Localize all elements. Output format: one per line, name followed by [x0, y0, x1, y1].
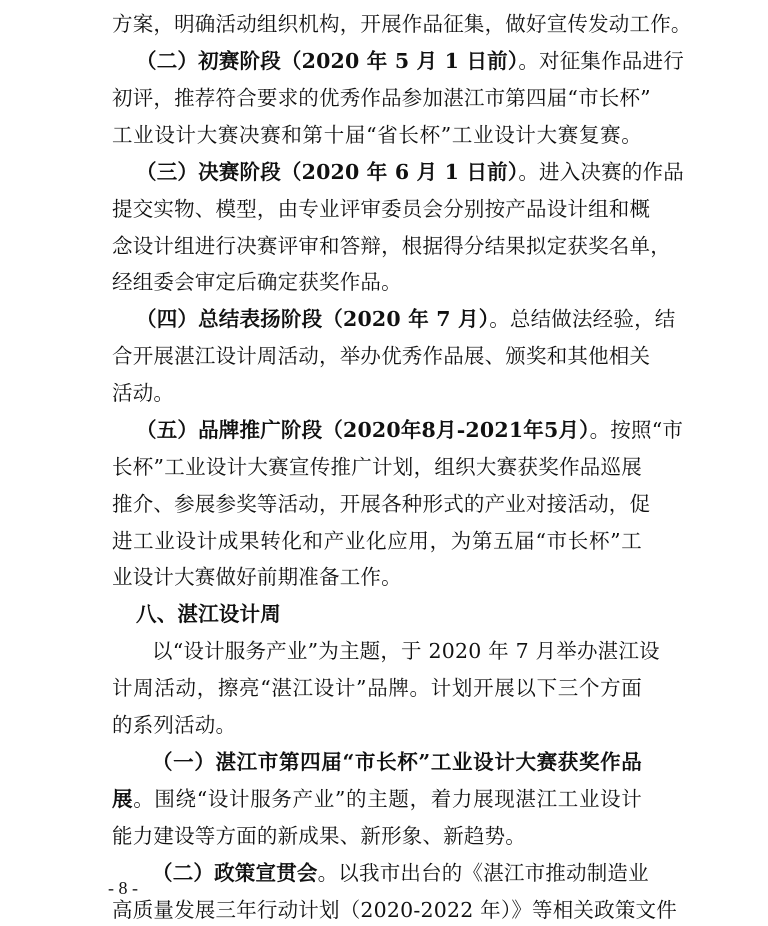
- page-number: - 8 -: [108, 878, 138, 898]
- section-heading-8: 八、湛江设计周: [136, 602, 281, 626]
- text-line-20: 的系列活动。: [112, 713, 237, 737]
- text-line-7: 念设计组进行决赛评审和答辩，根据得分结果拟定获奖名单，: [112, 234, 671, 258]
- text-line-5: （三）决赛阶段（2020 年 6 月 1 日前）。进入决赛的作品: [136, 160, 684, 184]
- text-line-24: （二）政策宣贯会。以我市出台的《湛江市推动制造业: [152, 861, 649, 885]
- text-line-15: 进工业设计成果转化和产业化应用，为第五届“市长杯”工: [112, 529, 642, 553]
- text-line-14: 推介、参展参奖等活动，开展各种形式的产业对接活动，促: [112, 492, 651, 516]
- text-line-4: 工业设计大赛决赛和第十届“省长杯”工业设计大赛复赛。: [112, 123, 642, 147]
- text-line-6: 提交实物、模型，由专业评审委员会分别按产品设计组和概: [112, 197, 651, 221]
- text-line-16: 业设计大赛做好前期准备工作。: [112, 565, 402, 589]
- text-line-11: 活动。: [112, 381, 175, 405]
- text-line-22: 展。围绕“设计服务产业”的主题，着力展现湛江工业设计: [112, 787, 643, 811]
- text-line-1: 方案，明确活动组织机构，开展作品征集，做好宣传发动工作。: [112, 12, 692, 36]
- text-line-19: 计周活动，擦亮“湛江设计”品牌。计划开展以下三个方面: [112, 676, 642, 700]
- text-line-10: 合开展湛江设计周活动，举办优秀作品展、颁奖和其他相关: [112, 344, 651, 368]
- text-line-18: 以“设计服务产业”为主题，于 2020 年 7 月举办湛江设: [152, 639, 660, 663]
- text-line-13: 长杯”工业设计大赛宣传推广计划，组织大赛获奖作品巡展: [112, 455, 642, 479]
- text-line-3: 初评，推荐符合要求的优秀作品参加湛江市第四届“市长杯”: [112, 86, 651, 110]
- text-line-23: 能力建设等方面的新成果、新形象、新趋势。: [112, 824, 526, 848]
- text-line-12: （五）品牌推广阶段（2020年8月-2021年5月）。按照“市: [136, 418, 684, 442]
- text-line-2: （二）初赛阶段（2020 年 5 月 1 日前）。对征集作品进行: [136, 49, 684, 73]
- text-line-21: （一）湛江市第四届“市长杯”工业设计大赛获奖作品: [152, 750, 642, 774]
- text-line-9: （四）总结表扬阶段（2020 年 7 月）。总结做法经验，结: [136, 307, 676, 331]
- text-line-8: 经组委会审定后确定获奖作品。: [112, 270, 402, 294]
- text-line-25: 高质量发展三年行动计划（2020-2022 年）》等相关政策文件: [112, 898, 677, 922]
